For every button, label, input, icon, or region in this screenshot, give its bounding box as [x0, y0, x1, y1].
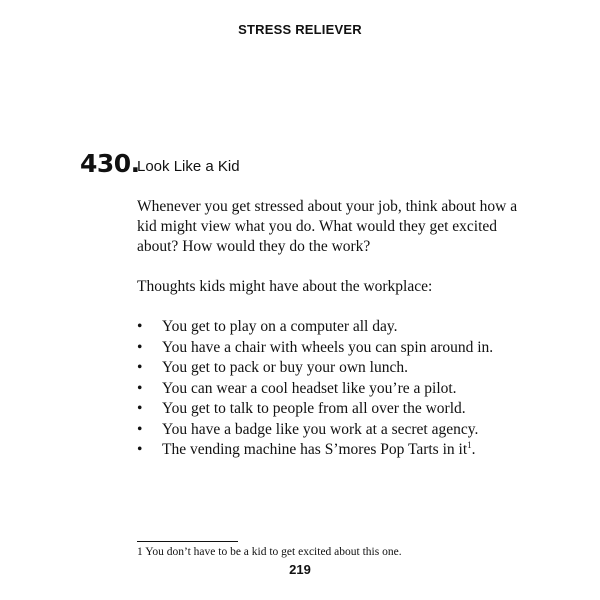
footnote: 1 You don’t have to be a kid to get excited about this one.: [137, 546, 402, 558]
bullet-icon: •: [137, 379, 143, 397]
list-item-text: You get to talk to people from all over the world.: [162, 400, 466, 417]
lead-in-paragraph: Thoughts kids might have about the workplace:: [137, 278, 433, 295]
list-item: [137, 399, 557, 420]
list-item: [137, 420, 557, 441]
list-item: [137, 440, 557, 461]
list-item: [137, 379, 557, 400]
intro-paragraph: Whenever you get stressed about your job, think about how a kid might view what you do. What would they get excited about? How would they do the work?: [137, 198, 518, 255]
entry-number: 430.: [80, 149, 140, 178]
bullet-icon: •: [137, 338, 143, 356]
list-item-text: The vending machine has S’mores Pop Tarts in it: [162, 441, 468, 458]
running-head: STRESS RELIEVER: [238, 22, 362, 37]
list-item-text: You get to play on a computer all day.: [162, 318, 398, 335]
bullet-icon: •: [137, 441, 143, 458]
bullet-icon: •: [137, 359, 143, 376]
bullet-icon: •: [137, 400, 143, 417]
sentence-period: .: [471, 441, 476, 458]
footnote-marker: 1: [467, 440, 472, 450]
footnote-divider: [137, 541, 238, 542]
list-item: [137, 338, 557, 359]
page-number: 219: [289, 562, 311, 577]
entry-title: Look Like a Kid: [137, 158, 240, 175]
list-item: [137, 358, 557, 379]
list-item-text: You have a badge like you work at a secret agency.: [162, 420, 479, 438]
list-item-text: You can wear a cool headset like you’re a pilot.: [162, 379, 457, 397]
list-item: [137, 317, 557, 338]
list-item-text: You get to pack or buy your own lunch.: [162, 359, 408, 376]
list-item-text: You have a chair with wheels you can spin around in.: [162, 338, 494, 356]
bullet-icon: •: [137, 318, 143, 335]
bullet-icon: •: [137, 420, 143, 438]
bullet-list: [137, 317, 557, 461]
